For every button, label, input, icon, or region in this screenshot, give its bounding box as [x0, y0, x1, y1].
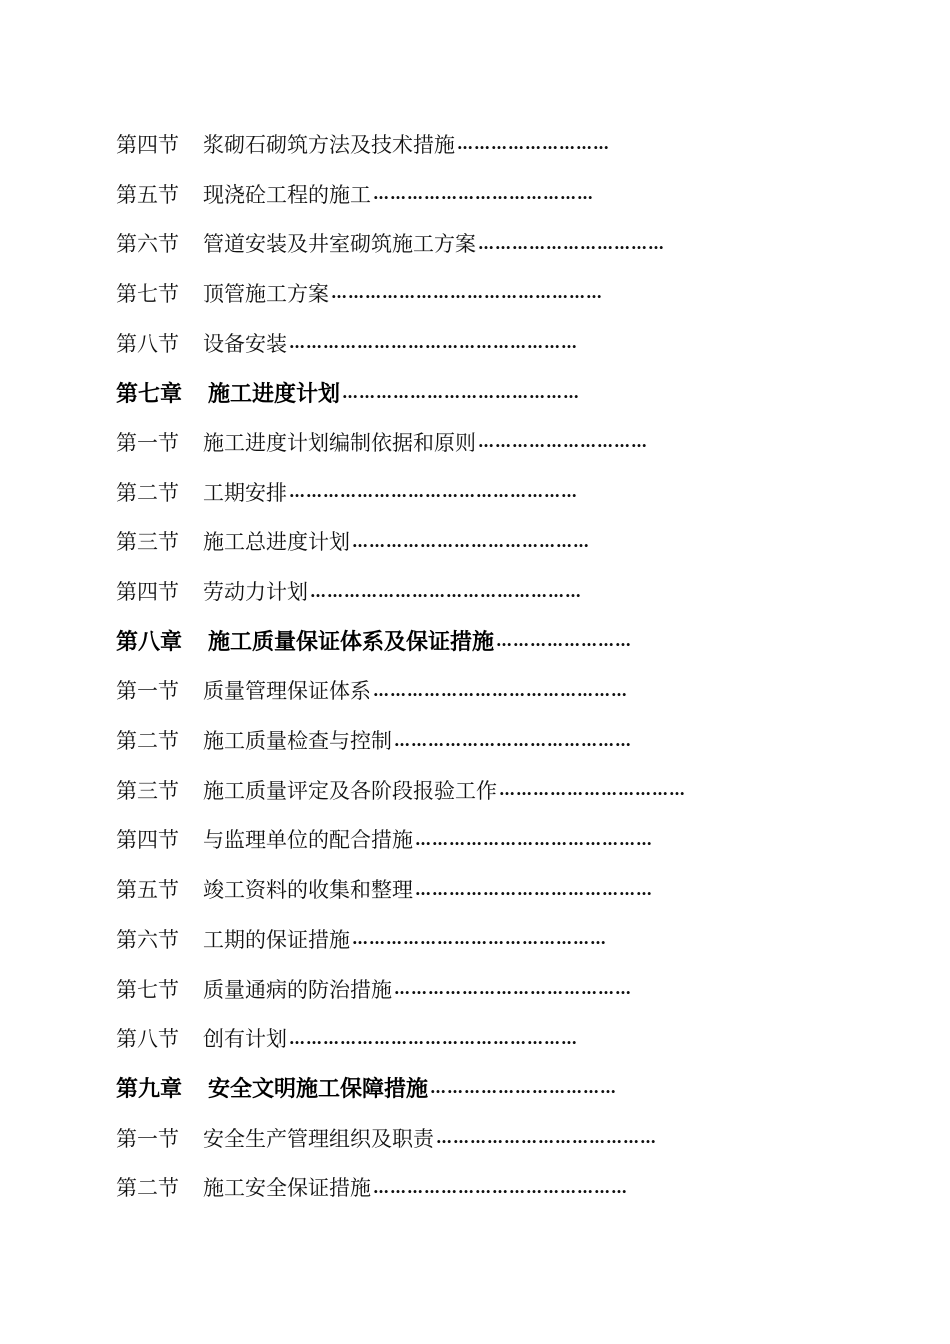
toc-entry-title: 管道安装及井室砌筑施工方案	[203, 232, 476, 257]
toc-dot-leader: ……………………………………………	[289, 482, 578, 502]
toc-entry-number: 第八节	[116, 331, 179, 356]
toc-entry-title: 质量管理保证体系	[203, 679, 371, 704]
toc-section-entry	[116, 318, 764, 368]
toc-section-entry	[116, 268, 764, 318]
toc-entry-number: 第四节	[116, 132, 179, 157]
toc-entry-number: 第三节	[116, 530, 179, 555]
toc-dot-leader: ……………………………………………	[289, 1028, 578, 1048]
toc-entry-number: 第六节	[116, 927, 179, 952]
toc-entry-number: 第七节	[116, 977, 179, 1002]
toc-section-entry	[116, 1113, 764, 1163]
toc-section-entry	[116, 914, 764, 964]
toc-dot-leader: ……………………………………	[352, 531, 590, 551]
toc-entry-title: 劳动力计划	[203, 580, 308, 605]
toc-dot-leader: …………………………………………	[331, 283, 603, 303]
toc-entry-number: 第三节	[116, 778, 179, 803]
toc-entry-title: 创有计划	[203, 1027, 287, 1052]
toc-section-entry	[116, 417, 764, 467]
toc-entry-number: 第六节	[116, 232, 179, 257]
toc-entry-title: 浆砌石砌筑方法及技术措施	[203, 132, 455, 157]
toc-entry-number: 第八节	[116, 1027, 179, 1052]
toc-section-entry	[116, 1162, 764, 1212]
toc-dot-leader: ……………………………………	[415, 829, 653, 849]
toc-dot-leader: …………………………………………	[310, 581, 582, 601]
toc-entry-number: 第七节	[116, 281, 179, 306]
toc-section-entry	[116, 1013, 764, 1063]
toc-section-entry	[116, 666, 764, 716]
toc-dot-leader: ………………………	[457, 134, 610, 154]
toc-entry-number: 第二节	[116, 1176, 179, 1201]
toc-entry-title: 工期的保证措施	[203, 927, 350, 952]
toc-section-entry	[116, 864, 764, 914]
toc-entry-number: 第五节	[116, 182, 179, 207]
toc-entry-title: 设备安装	[203, 331, 287, 356]
toc-entry-number: 第一节	[116, 430, 179, 455]
toc-entry-number: 第四节	[116, 580, 179, 605]
toc-entry-number: 第二节	[116, 480, 179, 505]
toc-entry-title: 与监理单位的配合措施	[203, 828, 413, 853]
toc-entry-title: 安全生产管理组织及职责	[203, 1126, 434, 1151]
toc-entry-number: 第一节	[116, 679, 179, 704]
toc-entry-title: 施工质量检查与控制	[203, 729, 392, 754]
toc-dot-leader: ……………………………	[478, 233, 665, 253]
toc-entry-title: 安全文明施工保障措施	[208, 1077, 429, 1103]
toc-section-entry	[116, 517, 764, 567]
toc-section-entry	[116, 715, 764, 765]
toc-dot-leader: …………………………………	[373, 184, 594, 204]
toc-entry-title: 竣工资料的收集和整理	[203, 878, 413, 903]
toc-entry-title: 施工总进度计划	[203, 530, 350, 555]
toc-entry-number: 第二节	[116, 729, 179, 754]
toc-entry-number: 第七章	[116, 381, 183, 407]
toc-dot-leader: ………………………………………	[352, 929, 607, 949]
toc-dot-leader: ……………………………………………	[289, 333, 578, 353]
toc-dot-leader: …………………………	[478, 432, 648, 452]
toc-entry-title: 质量通病的防治措施	[203, 977, 392, 1002]
toc-dot-leader: ……………………………	[499, 780, 686, 800]
toc-entry-title: 施工进度计划	[208, 381, 341, 407]
toc-dot-leader: ……………………………………	[394, 979, 632, 999]
toc-dot-leader: ……………………………………	[394, 730, 632, 750]
toc-dot-leader: ……………………………………	[342, 382, 581, 402]
toc-entry-title: 施工安全保证措施	[203, 1176, 371, 1201]
toc-section-entry	[116, 765, 764, 815]
toc-entry-title: 顶管施工方案	[203, 281, 329, 306]
toc-dot-leader: ……………………	[496, 631, 633, 651]
toc-entry-title: 施工质量保证体系及保证措施	[208, 630, 495, 656]
toc-entry-number: 第八章	[116, 630, 183, 656]
toc-entry-title: 施工进度计划编制依据和原则	[203, 430, 476, 455]
toc-section-entry	[116, 119, 764, 169]
toc-chapter-entry	[116, 616, 764, 666]
toc-section-entry	[116, 964, 764, 1014]
toc-dot-leader: ………………………………………	[373, 680, 628, 700]
toc-entry-title: 现浇砼工程的施工	[203, 182, 371, 207]
toc-entry-title: 施工质量评定及各阶段报验工作	[203, 778, 497, 803]
toc-section-entry	[116, 169, 764, 219]
toc-entry-number: 第五节	[116, 878, 179, 903]
toc-chapter-entry	[116, 367, 764, 417]
toc-dot-leader: ……………………………	[430, 1078, 618, 1098]
toc-section-entry	[116, 467, 764, 517]
toc-dot-leader: ………………………………………	[373, 1177, 628, 1197]
toc-entry-number: 第一节	[116, 1126, 179, 1151]
toc-chapter-entry	[116, 1063, 764, 1113]
toc-section-entry	[116, 566, 764, 616]
toc-dot-leader: …………………………………	[436, 1128, 657, 1148]
toc-section-entry	[116, 815, 764, 865]
table-of-contents	[116, 119, 764, 1212]
toc-entry-number: 第九章	[116, 1077, 183, 1103]
toc-entry-number: 第四节	[116, 828, 179, 853]
toc-section-entry	[116, 218, 764, 268]
toc-dot-leader: ……………………………………	[415, 879, 653, 899]
toc-entry-title: 工期安排	[203, 480, 287, 505]
